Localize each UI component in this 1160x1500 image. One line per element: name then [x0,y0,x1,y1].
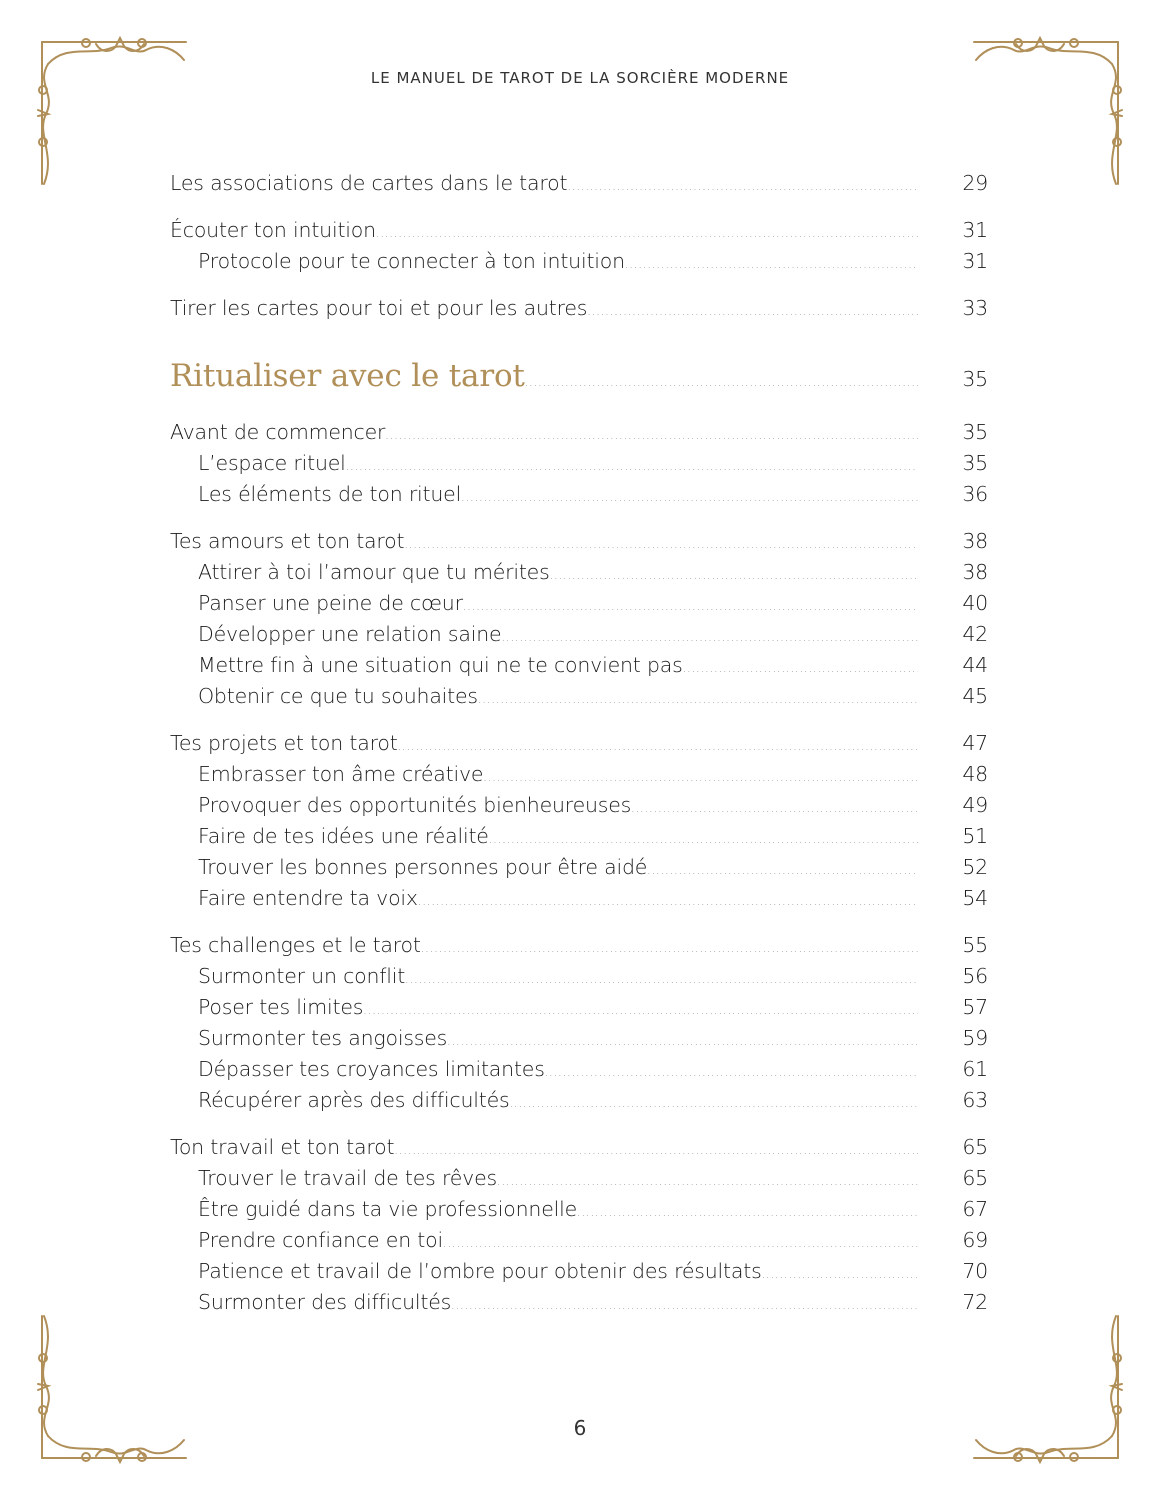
toc-entry-title: Tes amours et ton tarot [170,529,405,553]
dot-leader [443,1237,918,1250]
toc-group [170,296,988,327]
toc-entry[interactable] [170,1135,988,1166]
dot-leader [447,1035,918,1048]
toc-entry-page: 51 [962,824,988,848]
dot-leader [421,942,918,955]
toc-entry-page: 56 [962,964,988,988]
toc-entry-page: 52 [962,855,988,879]
toc-subentry[interactable] [170,793,988,824]
toc-subentry[interactable] [170,622,988,653]
toc-entry-page: 38 [962,529,988,553]
page-number: 6 [573,1416,587,1440]
dot-leader [461,491,918,504]
toc-entry-page: 57 [962,995,988,1019]
dot-leader [398,740,918,753]
toc-entry-title: Prendre confiance en toi [198,1228,443,1252]
toc-entry-title: Récupérer après des difficultés [198,1088,510,1112]
toc-entry-page: 36 [962,482,988,506]
toc-entry-page: 31 [962,249,988,273]
toc-subentry[interactable] [170,824,988,855]
dot-leader [394,1144,918,1157]
toc-entry-page: 67 [962,1197,988,1221]
toc-entry-title: Les éléments de ton rituel [198,482,462,506]
running-head: LE MANUEL DE TAROT DE LA SORCIÈRE MODERNE [370,69,790,87]
dot-leader [404,538,918,551]
toc-entry[interactable] [170,731,988,762]
dot-leader [631,802,918,815]
toc-entry-page: 61 [962,1057,988,1081]
toc-entry-title: Ritualiser avec le tarot [170,358,525,394]
toc-entry-page: 40 [962,591,988,615]
toc-subentry[interactable] [170,995,988,1026]
toc-entry-title: Trouver le travail de tes rêves [198,1166,497,1190]
dot-leader [478,693,918,706]
toc-entry-title: Ton travail et ton tarot [170,1135,395,1159]
toc-entry[interactable] [170,420,988,451]
toc-entry-title: Panser une peine de cœur [198,591,463,615]
toc-entry-page: 59 [962,1026,988,1050]
toc-entry-title: Surmonter tes angoisses [198,1026,448,1050]
toc-entry-title: Faire de tes idées une réalité [198,824,489,848]
toc-entry-title: Tes challenges et le tarot [170,933,421,957]
toc-entry[interactable] [170,933,988,964]
toc-entry[interactable] [170,296,988,327]
toc-entry[interactable] [170,218,988,249]
toc-subentry[interactable] [170,1228,988,1259]
dot-leader [525,376,918,389]
toc-subentry[interactable] [170,1088,988,1119]
corner-ornament-bottom-right [964,1306,1124,1466]
toc-subentry[interactable] [170,1290,988,1321]
toc-entry-title: Surmonter des difficultés [198,1290,452,1314]
toc-subentry[interactable] [170,855,988,886]
toc-subentry[interactable] [170,886,988,917]
dot-leader [363,1004,918,1017]
toc-entry-page: 42 [962,622,988,646]
toc-entry-page: 55 [962,933,988,957]
toc-group [170,420,988,513]
toc-subentry[interactable] [170,653,988,684]
dot-leader [545,1066,918,1079]
toc-subentry[interactable] [170,1166,988,1197]
toc-entry-title: Poser tes limites [198,995,364,1019]
toc-entry-title: Les associations de cartes dans le tarot [170,171,568,195]
toc-entry-page: 65 [962,1166,988,1190]
toc-entry-page: 63 [962,1088,988,1112]
corner-ornament-top-right [964,34,1124,194]
toc-entry-page: 49 [962,793,988,817]
toc-entry-page: 31 [962,218,988,242]
dot-leader [463,600,918,613]
toc-entry-page: 35 [962,420,988,444]
toc-subentry[interactable] [170,1057,988,1088]
toc-section-heading[interactable] [170,358,988,404]
toc-entry-page: 29 [962,171,988,195]
toc-group [170,933,988,1119]
dot-leader [509,1097,918,1110]
toc-entry-title: Trouver les bonnes personnes pour être aidé [198,855,648,879]
toc-group [170,1135,988,1321]
toc-entry-title: Développer une relation saine [198,622,502,646]
toc-entry-page: 47 [962,731,988,755]
toc-entry-title: Protocole pour te connecter à ton intuition [198,249,625,273]
dot-leader [418,895,918,908]
dot-leader [451,1299,918,1312]
toc-group [170,218,988,280]
dot-leader [647,864,918,877]
toc-subentry[interactable] [170,482,988,513]
toc-entry-title: Provoquer des opportunités bienheureuses [198,793,632,817]
toc-subentry[interactable] [170,1197,988,1228]
toc-subentry[interactable] [170,249,988,280]
toc-entry-page: 38 [962,560,988,584]
dot-leader [405,973,918,986]
toc-entry-page: 65 [962,1135,988,1159]
dot-leader [587,305,918,318]
corner-ornament-bottom-left [36,1306,196,1466]
toc-section [170,358,988,404]
toc-subentry[interactable] [170,560,988,591]
toc-entry-page: 69 [962,1228,988,1252]
toc-entry-page: 70 [962,1259,988,1283]
dot-leader [550,569,918,582]
toc-entry-title: Être guidé dans ta vie professionnelle [198,1197,578,1221]
dot-leader [376,227,918,240]
toc-entry-title: Surmonter un conflit [198,964,406,988]
dot-leader [385,429,918,442]
toc-entry-title: Attirer à toi l’amour que tu mérites [198,560,550,584]
toc-group [170,731,988,917]
dot-leader [577,1206,918,1219]
dot-leader [501,631,918,644]
toc-entry-title: Tirer les cartes pour toi et pour les autres [170,296,588,320]
dot-leader [567,180,918,193]
toc-subentry[interactable] [170,451,988,482]
toc-entry-page: 45 [962,684,988,708]
toc-subentry[interactable] [170,591,988,622]
toc-entry-page: 72 [962,1290,988,1314]
dot-leader [497,1175,918,1188]
toc-entry[interactable] [170,529,988,560]
dot-leader [625,258,918,271]
table-of-contents [170,171,988,1321]
toc-entry-page: 48 [962,762,988,786]
toc-subentry[interactable] [170,762,988,793]
toc-entry-page: 54 [962,886,988,910]
toc-entry-title: Obtenir ce que tu souhaites [198,684,478,708]
toc-entry-title: Mettre fin à une situation qui ne te convient pas [198,653,683,677]
dot-leader [683,662,918,675]
toc-entry-title: Patience et travail de l’ombre pour obtenir des résultats [198,1259,762,1283]
toc-entry-page: 33 [962,296,988,320]
toc-subentry[interactable] [170,964,988,995]
toc-entry[interactable] [170,171,988,202]
dot-leader [483,771,918,784]
toc-entry-page: 35 [962,367,988,391]
toc-entry-title: Avant de commencer [170,420,386,444]
dot-leader [762,1268,918,1281]
toc-subentry[interactable] [170,1026,988,1057]
corner-ornament-top-left [36,34,196,194]
toc-group [170,171,988,202]
toc-entry-title: Embrasser ton âme créative [198,762,484,786]
toc-entry-title: Dépasser tes croyances limitantes [198,1057,545,1081]
toc-entry-title: Tes projets et ton tarot [170,731,398,755]
toc-entry-title: Écouter ton intuition [170,218,376,242]
toc-entry-title: L’espace rituel [198,451,346,475]
dot-leader [489,833,918,846]
toc-entry-page: 35 [962,451,988,475]
dot-leader [346,460,918,473]
toc-subentry[interactable] [170,684,988,715]
toc-group [170,529,988,715]
toc-entry-title: Faire entendre ta voix [198,886,418,910]
toc-subentry[interactable] [170,1259,988,1290]
toc-entry-page: 44 [962,653,988,677]
